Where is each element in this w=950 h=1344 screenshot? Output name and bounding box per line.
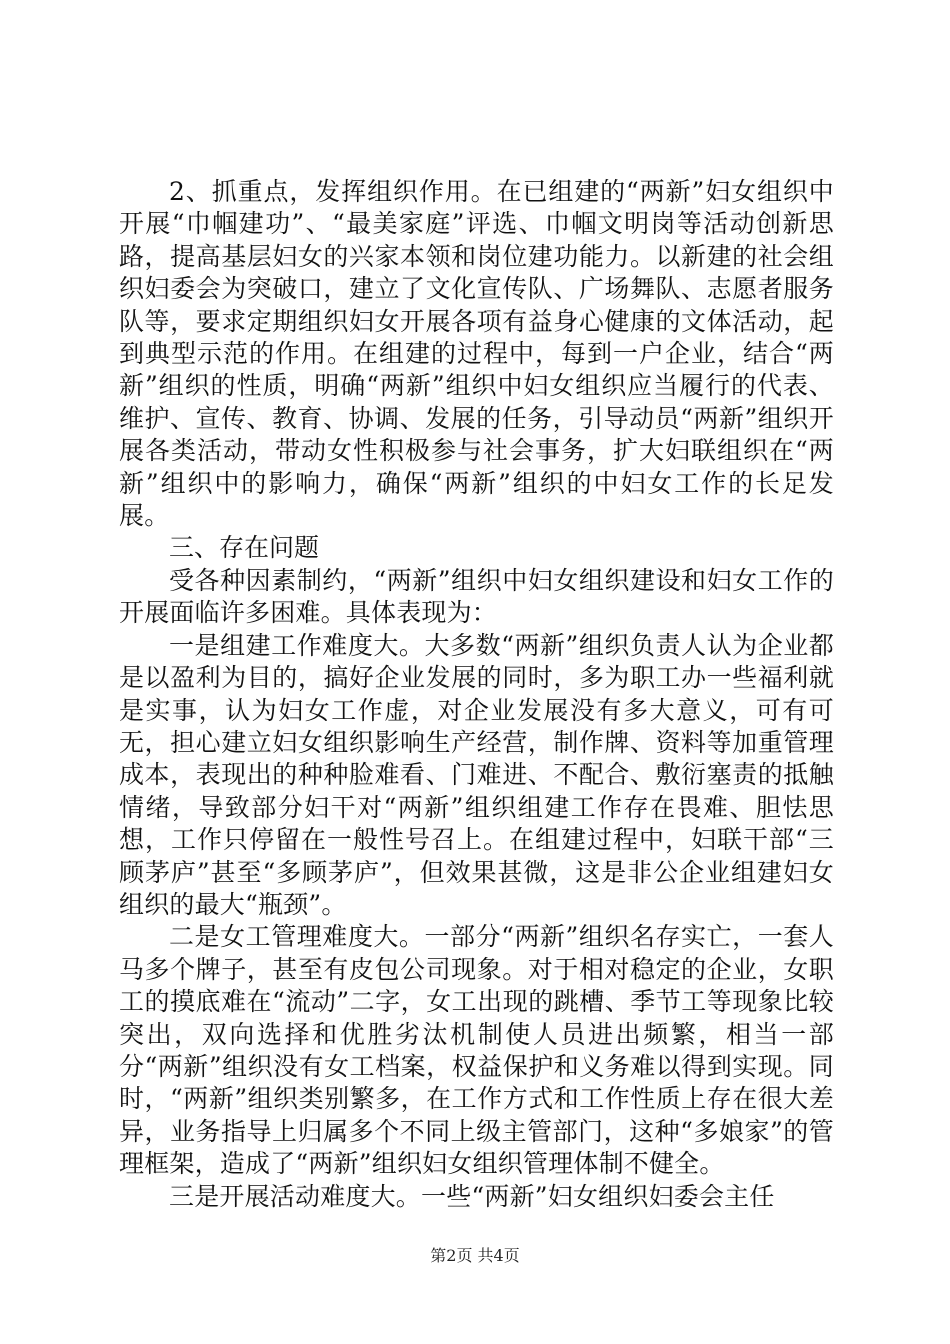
document-body — [119, 176, 834, 1213]
paragraph-intro-problems: 受各种因素制约，“两新”组织中妇女组织建设和妇女工作的开展面临许多困难。具体表现为： — [119, 565, 834, 628]
section-heading-problems: 三、存在问题 — [169, 533, 320, 563]
paragraph-problem-one: 一是组建工作难度大。大多数“两新”组织负责人认为企业都是以盈利为目的，搞好企业发展的同时，多为职工办一些福利就是实事，认为妇女工作虚，对企业发展没有多大意义，可有可无，担心建立妇女组织影响生产经营，制作牌、资料等加重管理成本，表现出的种种脸难看、门难进、不配合、敷衍塞责的抵触情绪，导致部分妇干对“两新”组织组建工作存在畏难、胆怯思想，工作只停留在一般性号召上。在组建过程中，妇联干部“三顾茅庐”甚至“多顾茅庐”，但效果甚微，这是非公企业组建妇女组织的最大“瓶颈”。 — [119, 630, 834, 919]
paragraph-problem-two: 二是女工管理难度大。一部分“两新”组织名存实亡，一套人马多个牌子，甚至有皮包公司现象。对于相对稳定的企业，女职工的摸底难在“流动”二字，女工出现的跳槽、季节工等现象比较突出，双向选择和优胜劣汰机制使人员进出频繁，相当一部分“两新”组织没有女工档案，权益保护和义务难以得到实现。同时，“两新”组织类别繁多，在工作方式和工作性质上存在很大差异，业务指导上归属多个不同上级主管部门，这种“多娘家”的管理框架，造成了“两新”组织妇女组织管理体制不健全。 — [119, 922, 834, 1179]
paragraph-problem-three: 三是开展活动难度大。一些“两新”妇女组织妇委会主任 — [169, 1181, 775, 1211]
page-number-footer: 第2页 共4页 — [430, 1246, 520, 1265]
paragraph-key-points: 2、抓重点，发挥组织作用。在已组建的“两新”妇女组织中开展“巾帼建功”、“最美家庭”评选、巾帼文明岗等活动创新思路，提高基层妇女的兴家本领和岗位建功能力。以新建的社会组织妇委会为突破口，建立了文化宣传队、广场舞队、志愿者服务队等，要求定期组织妇女开展各项有益身心健康的文体活动，起到典型示范的作用。在组建的过程中，每到一户企业，结合“两新”组织的性质，明确“两新”组织中妇女组织应当履行的代表、维护、宣传、教育、协调、发展的任务，引导动员“两新”组织开展各类活动，带动女性积极参与社会事务，扩大妇联组织在“两新”组织中的影响力，确保“两新”组织的中妇女工作的长足发展。 — [119, 177, 834, 531]
